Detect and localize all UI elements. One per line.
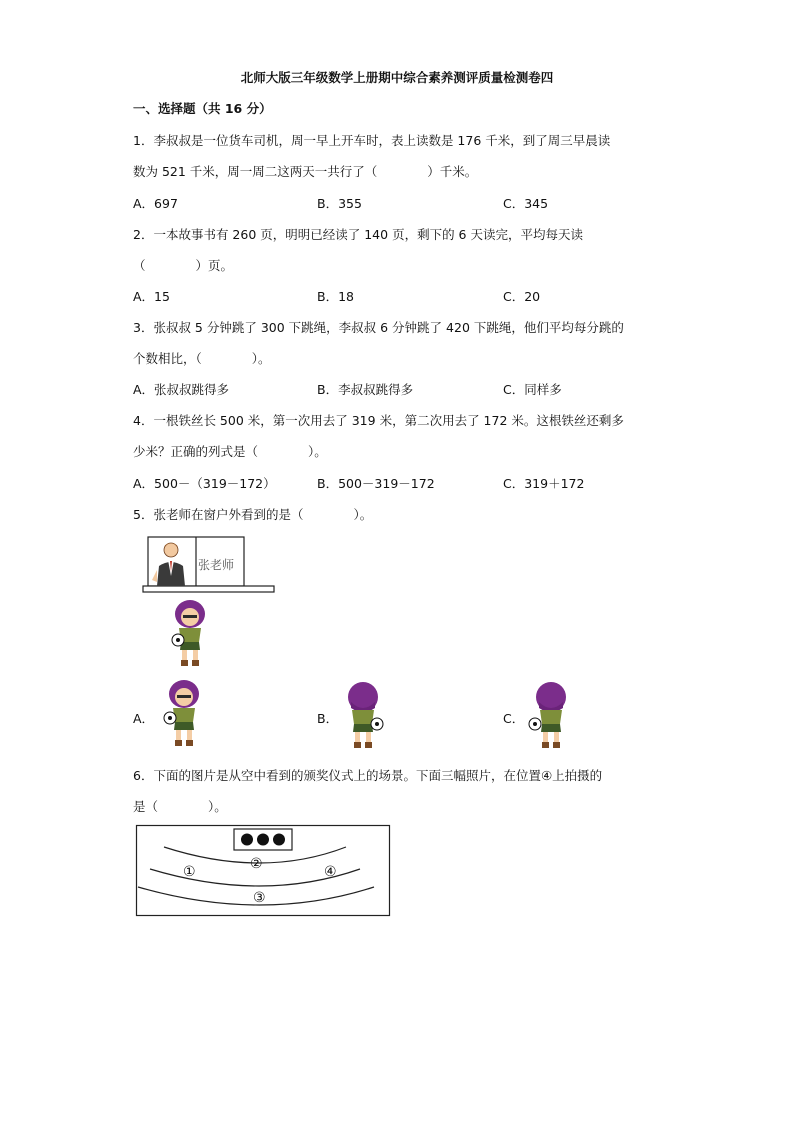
question-4-line-1: 4．一根铁丝长 500 米，第一次用去了 319 米，第二次用去了 172 米。这根铁丝还剩多 [133,413,624,428]
girl-front-figure [166,598,214,668]
q3-option-b[interactable]: B．李叔叔跳得多 [317,382,414,397]
position-1-label: ① [183,864,196,880]
question-5-line-1: 5．张老师在窗户外看到的是（ ）。 [133,507,373,522]
q5-option-b-figure[interactable] [341,680,389,750]
winner-dot [273,834,285,846]
q4-option-b[interactable]: B．500－319－172 [317,476,435,491]
q3-option-c[interactable]: C．同样多 [503,382,562,397]
question-4-line-2: 少米？正确的列式是（ ）。 [133,444,327,459]
q1-option-b[interactable]: B．355 [317,196,362,211]
question-6-line-1: 6．下面的图片是从空中看到的颁奖仪式上的场景。下面三幅照片，在位置④上拍摄的 [133,768,603,783]
q2-option-a[interactable]: A．15 [133,289,170,304]
position-2-label: ② [250,856,263,872]
question-1-line-1: 1．李叔叔是一位货车司机，周一早上开车时，表上读数是 176 千米，到了周三早晨读 [133,133,611,148]
q1-option-c[interactable]: C．345 [503,196,549,211]
q2-option-b[interactable]: B．18 [317,289,354,304]
winner-dot [257,834,269,846]
q1-option-a[interactable]: A．697 [133,196,178,211]
q2-option-c[interactable]: C．20 [503,289,541,304]
q5-option-b[interactable]: B． [317,711,339,726]
question-6-line-2: 是（ ）。 [133,799,227,814]
question-3-line-1: 3．张叔叔 5 分钟跳了 300 下跳绳，李叔叔 6 分钟跳了 420 下跳绳，他们平均每分跳的 [133,320,624,335]
question-2-line-1: 2．一本故事书有 260 页，明明已经读了 140 页，剩下的 6 天读完，平均每天读 [133,227,583,242]
q3-option-a[interactable]: A．张叔叔跳得多 [133,382,230,397]
q5-option-c-figure[interactable] [527,680,575,750]
position-4-label: ④ [324,864,337,880]
q5-option-c[interactable]: C． [503,711,525,726]
position-3-label: ③ [253,890,266,906]
section-heading: 一、选择题（共 16 分） [133,101,272,116]
q4-option-c[interactable]: C．319＋172 [503,476,585,491]
question-3-line-2: 个数相比，（ ）。 [133,351,271,366]
q5-option-a-figure[interactable] [160,678,208,748]
page-title: 北师大版三年级数学上册期中综合素养测评质量检测卷四 [240,70,554,85]
window-name-label: 张老师 [198,558,235,572]
q4-option-a[interactable]: A．500－（319－172） [133,476,276,491]
question-2-line-2: （ ）页。 [133,258,234,273]
q5-option-a[interactable]: A． [133,711,155,726]
winner-dot [241,834,253,846]
question-1-line-2: 数为 521 千米，周一周二这两天一共行了（ ）千米。 [133,164,478,179]
